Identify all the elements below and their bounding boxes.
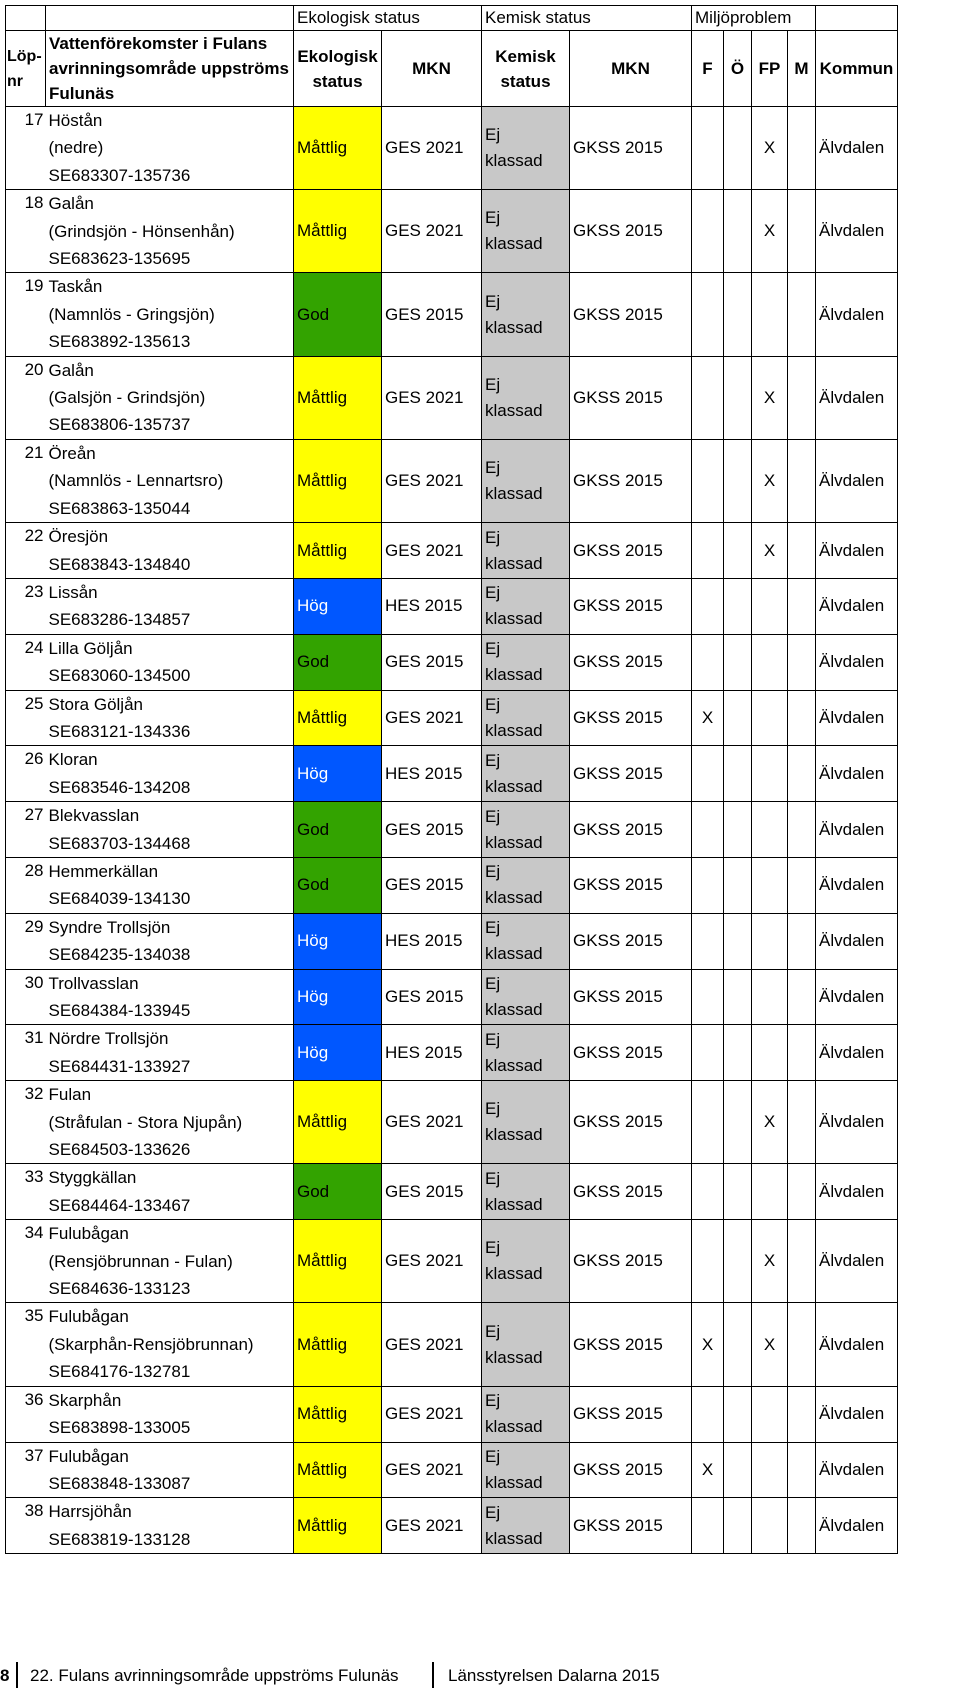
problem-o xyxy=(724,1303,752,1386)
water-body-name: Taskån (Namnlös - Gringsjön) SE683892-135613 xyxy=(46,273,294,356)
table-row xyxy=(6,1303,898,1386)
chem-status: Ej klassad xyxy=(482,273,570,356)
problem-f: X xyxy=(692,690,724,746)
water-body-name: Galån (Galsjön - Grindsjön) SE683806-135737 xyxy=(46,356,294,439)
table-row xyxy=(6,356,898,439)
table-row xyxy=(6,634,898,690)
table-row xyxy=(6,1164,898,1220)
eco-status: Måttlig xyxy=(294,439,382,522)
problem-f xyxy=(692,523,724,579)
chem-status: Ej klassad xyxy=(482,969,570,1025)
problem-o xyxy=(724,190,752,273)
page-number: 8 xyxy=(0,1666,10,1685)
problem-m xyxy=(788,107,816,190)
problem-f xyxy=(692,1498,724,1554)
eco-mkn: GES 2021 xyxy=(382,439,482,522)
problem-fp: X xyxy=(752,356,788,439)
eco-mkn: HES 2015 xyxy=(382,746,482,802)
row-number: 34 xyxy=(6,1220,46,1303)
table-row xyxy=(6,523,898,579)
water-body-name: Stora Göljån SE683121-134336 xyxy=(46,690,294,746)
eco-status: Hög xyxy=(294,1025,382,1081)
eco-mkn: GES 2021 xyxy=(382,1386,482,1442)
group-kemisk: Kemisk status xyxy=(482,6,692,31)
chem-status: Ej klassad xyxy=(482,746,570,802)
problem-o xyxy=(724,578,752,634)
eco-mkn: GES 2021 xyxy=(382,1081,482,1164)
water-body-name: Höstån (nedre) SE683307-135736 xyxy=(46,107,294,190)
chem-mkn: GKSS 2015 xyxy=(570,1164,692,1220)
problem-m xyxy=(788,1220,816,1303)
problem-m xyxy=(788,1386,816,1442)
eco-status: Måttlig xyxy=(294,1386,382,1442)
row-number: 38 xyxy=(6,1498,46,1554)
header-m: M xyxy=(788,31,816,107)
table-row xyxy=(6,1442,898,1498)
problem-fp: X xyxy=(752,439,788,522)
municipality: Älvdalen xyxy=(816,1303,898,1386)
water-body-name: Blekvasslan SE683703-134468 xyxy=(46,802,294,858)
problem-o xyxy=(724,356,752,439)
table-row xyxy=(6,1498,898,1554)
problem-fp xyxy=(752,969,788,1025)
problem-fp: X xyxy=(752,1081,788,1164)
problem-fp: X xyxy=(752,1303,788,1386)
problem-o xyxy=(724,1164,752,1220)
eco-status: Måttlig xyxy=(294,1081,382,1164)
problem-m xyxy=(788,1303,816,1386)
problem-o xyxy=(724,1442,752,1498)
problem-fp: X xyxy=(752,523,788,579)
water-body-name: Trollvasslan SE684384-133945 xyxy=(46,969,294,1025)
row-number: 22 xyxy=(6,523,46,579)
chem-mkn: GKSS 2015 xyxy=(570,1386,692,1442)
header-eko-mkn: MKN xyxy=(382,31,482,107)
eco-mkn: GES 2015 xyxy=(382,857,482,913)
eco-status: Måttlig xyxy=(294,356,382,439)
chem-status: Ej klassad xyxy=(482,107,570,190)
problem-o xyxy=(724,634,752,690)
problem-m xyxy=(788,690,816,746)
eco-status: Måttlig xyxy=(294,1442,382,1498)
eco-status: Måttlig xyxy=(294,1220,382,1303)
eco-status: Måttlig xyxy=(294,1498,382,1554)
municipality: Älvdalen xyxy=(816,746,898,802)
chem-status: Ej klassad xyxy=(482,802,570,858)
problem-m xyxy=(788,578,816,634)
row-number: 31 xyxy=(6,1025,46,1081)
problem-fp: X xyxy=(752,190,788,273)
eco-mkn: GES 2021 xyxy=(382,523,482,579)
problem-o xyxy=(724,439,752,522)
problem-m xyxy=(788,1081,816,1164)
table-row xyxy=(6,1220,898,1303)
chem-mkn: GKSS 2015 xyxy=(570,913,692,969)
problem-m xyxy=(788,746,816,802)
chem-status: Ej klassad xyxy=(482,1386,570,1442)
water-status-table xyxy=(5,5,898,1554)
chem-mkn: GKSS 2015 xyxy=(570,969,692,1025)
chem-status: Ej klassad xyxy=(482,190,570,273)
chem-mkn: GKSS 2015 xyxy=(570,190,692,273)
problem-f xyxy=(692,1025,724,1081)
chem-status: Ej klassad xyxy=(482,1081,570,1164)
municipality: Älvdalen xyxy=(816,523,898,579)
water-body-name: Öresjön SE683843-134840 xyxy=(46,523,294,579)
row-number: 25 xyxy=(6,690,46,746)
row-number: 19 xyxy=(6,273,46,356)
problem-fp xyxy=(752,1442,788,1498)
problem-f xyxy=(692,634,724,690)
problem-m xyxy=(788,802,816,858)
chem-status: Ej klassad xyxy=(482,1220,570,1303)
problem-fp xyxy=(752,746,788,802)
row-number: 23 xyxy=(6,578,46,634)
footer-divider xyxy=(432,1662,434,1688)
chem-mkn: GKSS 2015 xyxy=(570,1442,692,1498)
problem-o xyxy=(724,1025,752,1081)
water-body-name: Kloran SE683546-134208 xyxy=(46,746,294,802)
problem-f xyxy=(692,913,724,969)
eco-mkn: GES 2021 xyxy=(382,1220,482,1303)
chem-mkn: GKSS 2015 xyxy=(570,1220,692,1303)
municipality: Älvdalen xyxy=(816,439,898,522)
problem-o xyxy=(724,690,752,746)
eco-status: God xyxy=(294,802,382,858)
footer-divider xyxy=(16,1662,18,1688)
problem-o xyxy=(724,802,752,858)
problem-fp xyxy=(752,578,788,634)
eco-status: Hög xyxy=(294,578,382,634)
problem-o xyxy=(724,857,752,913)
eco-status: Hög xyxy=(294,969,382,1025)
group-miljoproblem: Miljöproblem xyxy=(692,6,816,31)
problem-m xyxy=(788,273,816,356)
problem-fp xyxy=(752,913,788,969)
chem-mkn: GKSS 2015 xyxy=(570,857,692,913)
header-o: Ö xyxy=(724,31,752,107)
problem-f xyxy=(692,969,724,1025)
water-body-name: Nördre Trollsjön SE684431-133927 xyxy=(46,1025,294,1081)
table-row xyxy=(6,969,898,1025)
problem-o xyxy=(724,969,752,1025)
chem-mkn: GKSS 2015 xyxy=(570,1025,692,1081)
problem-m xyxy=(788,857,816,913)
chem-mkn: GKSS 2015 xyxy=(570,439,692,522)
row-number: 21 xyxy=(6,439,46,522)
problem-f xyxy=(692,1386,724,1442)
table-row xyxy=(6,273,898,356)
municipality: Älvdalen xyxy=(816,273,898,356)
header-f: F xyxy=(692,31,724,107)
chem-status: Ej klassad xyxy=(482,690,570,746)
eco-mkn: GES 2015 xyxy=(382,634,482,690)
problem-m xyxy=(788,1442,816,1498)
eco-mkn: GES 2021 xyxy=(382,1442,482,1498)
header-lopnr: Löp-nr xyxy=(6,31,46,107)
eco-status: Måttlig xyxy=(294,523,382,579)
chem-mkn: GKSS 2015 xyxy=(570,107,692,190)
eco-status: God xyxy=(294,1164,382,1220)
eco-status: Hög xyxy=(294,746,382,802)
row-number: 20 xyxy=(6,356,46,439)
eco-mkn: GES 2015 xyxy=(382,273,482,356)
water-body-name: Styggkällan SE684464-133467 xyxy=(46,1164,294,1220)
water-body-name: Syndre Trollsjön SE684235-134038 xyxy=(46,913,294,969)
municipality: Älvdalen xyxy=(816,1386,898,1442)
chem-mkn: GKSS 2015 xyxy=(570,1081,692,1164)
problem-fp xyxy=(752,690,788,746)
problem-o xyxy=(724,1386,752,1442)
row-number: 29 xyxy=(6,913,46,969)
water-body-name: Hemmerkällan SE684039-134130 xyxy=(46,857,294,913)
chem-status: Ej klassad xyxy=(482,1025,570,1081)
municipality: Älvdalen xyxy=(816,1442,898,1498)
eco-mkn: GES 2021 xyxy=(382,690,482,746)
problem-f xyxy=(692,857,724,913)
problem-f xyxy=(692,190,724,273)
chem-mkn: GKSS 2015 xyxy=(570,1498,692,1554)
row-number: 24 xyxy=(6,634,46,690)
table-row xyxy=(6,1081,898,1164)
eco-status: Hög xyxy=(294,913,382,969)
eco-mkn: GES 2015 xyxy=(382,1164,482,1220)
row-number: 28 xyxy=(6,857,46,913)
row-number: 33 xyxy=(6,1164,46,1220)
chem-mkn: GKSS 2015 xyxy=(570,578,692,634)
group-ekologisk: Ekologisk status xyxy=(294,6,482,31)
problem-fp xyxy=(752,1498,788,1554)
chem-mkn: GKSS 2015 xyxy=(570,523,692,579)
problem-m xyxy=(788,1025,816,1081)
water-body-name: Galån (Grindsjön - Hönsenhån) SE683623-135695 xyxy=(46,190,294,273)
chem-status: Ej klassad xyxy=(482,523,570,579)
row-number: 35 xyxy=(6,1303,46,1386)
chem-status: Ej klassad xyxy=(482,857,570,913)
problem-fp xyxy=(752,1164,788,1220)
row-number: 32 xyxy=(6,1081,46,1164)
municipality: Älvdalen xyxy=(816,578,898,634)
footer-title: 22. Fulans avrinningsområde uppströms Fulunäs xyxy=(30,1666,399,1685)
chem-status: Ej klassad xyxy=(482,634,570,690)
table-row xyxy=(6,1025,898,1081)
chem-mkn: GKSS 2015 xyxy=(570,690,692,746)
table-row xyxy=(6,107,898,190)
problem-o xyxy=(724,913,752,969)
table-row xyxy=(6,746,898,802)
problem-f xyxy=(692,273,724,356)
problem-f xyxy=(692,1220,724,1303)
eco-mkn: GES 2021 xyxy=(382,1303,482,1386)
row-number: 37 xyxy=(6,1442,46,1498)
chem-mkn: GKSS 2015 xyxy=(570,1303,692,1386)
problem-fp xyxy=(752,1386,788,1442)
chem-status: Ej klassad xyxy=(482,356,570,439)
eco-status: Måttlig xyxy=(294,690,382,746)
eco-status: God xyxy=(294,634,382,690)
municipality: Älvdalen xyxy=(816,356,898,439)
table-body xyxy=(6,107,898,1554)
table-row xyxy=(6,578,898,634)
municipality: Älvdalen xyxy=(816,1498,898,1554)
problem-fp xyxy=(752,273,788,356)
row-number: 27 xyxy=(6,802,46,858)
problem-fp xyxy=(752,634,788,690)
problem-o xyxy=(724,1498,752,1554)
row-number: 30 xyxy=(6,969,46,1025)
water-body-name: Fulan (Stråfulan - Stora Njupån) SE684503-133626 xyxy=(46,1081,294,1164)
eco-mkn: GES 2021 xyxy=(382,190,482,273)
municipality: Älvdalen xyxy=(816,913,898,969)
problem-f xyxy=(692,107,724,190)
problem-f xyxy=(692,578,724,634)
chem-status: Ej klassad xyxy=(482,439,570,522)
problem-f xyxy=(692,439,724,522)
water-body-name: Fulubågan SE683848-133087 xyxy=(46,1442,294,1498)
row-number: 36 xyxy=(6,1386,46,1442)
problem-m xyxy=(788,523,816,579)
chem-mkn: GKSS 2015 xyxy=(570,356,692,439)
municipality: Älvdalen xyxy=(816,634,898,690)
eco-status: God xyxy=(294,857,382,913)
problem-m xyxy=(788,190,816,273)
problem-fp: X xyxy=(752,107,788,190)
problem-fp: X xyxy=(752,1220,788,1303)
table-row xyxy=(6,439,898,522)
header-eko-status: Ekologisk status xyxy=(294,31,382,107)
row-number: 18 xyxy=(6,190,46,273)
eco-mkn: GES 2021 xyxy=(382,1498,482,1554)
problem-fp xyxy=(752,857,788,913)
header-name: Vattenförekomster i Fulans avrinningsområde uppströms Fulunäs xyxy=(46,31,294,107)
problem-f xyxy=(692,802,724,858)
problem-o xyxy=(724,273,752,356)
header-fp: FP xyxy=(752,31,788,107)
row-number: 17 xyxy=(6,107,46,190)
problem-m xyxy=(788,913,816,969)
problem-f xyxy=(692,746,724,802)
table-row xyxy=(6,1386,898,1442)
problem-m xyxy=(788,356,816,439)
table-row xyxy=(6,190,898,273)
problem-f xyxy=(692,1164,724,1220)
header-kommun: Kommun xyxy=(816,31,898,107)
eco-mkn: HES 2015 xyxy=(382,913,482,969)
municipality: Älvdalen xyxy=(816,857,898,913)
water-body-name: Harrsjöhån SE683819-133128 xyxy=(46,1498,294,1554)
problem-m xyxy=(788,439,816,522)
problem-m xyxy=(788,1498,816,1554)
municipality: Älvdalen xyxy=(816,190,898,273)
problem-f xyxy=(692,1081,724,1164)
problem-m xyxy=(788,634,816,690)
row-number: 26 xyxy=(6,746,46,802)
water-body-name: Lissån SE683286-134857 xyxy=(46,578,294,634)
problem-o xyxy=(724,107,752,190)
eco-mkn: GES 2015 xyxy=(382,969,482,1025)
table-row xyxy=(6,857,898,913)
eco-status: God xyxy=(294,273,382,356)
eco-mkn: GES 2021 xyxy=(382,356,482,439)
municipality: Älvdalen xyxy=(816,1025,898,1081)
problem-m xyxy=(788,1164,816,1220)
chem-mkn: GKSS 2015 xyxy=(570,273,692,356)
footer-org: Länsstyrelsen Dalarna 2015 xyxy=(448,1666,660,1685)
problem-f xyxy=(692,356,724,439)
chem-status: Ej klassad xyxy=(482,578,570,634)
chem-status: Ej klassad xyxy=(482,1442,570,1498)
eco-status: Måttlig xyxy=(294,1303,382,1386)
column-header-row xyxy=(6,31,898,107)
problem-o xyxy=(724,1220,752,1303)
table-row xyxy=(6,690,898,746)
water-body-name: Fulubågan (Rensjöbrunnan - Fulan) SE684636-133123 xyxy=(46,1220,294,1303)
problem-o xyxy=(724,1081,752,1164)
municipality: Älvdalen xyxy=(816,802,898,858)
chem-status: Ej klassad xyxy=(482,1303,570,1386)
problem-f: X xyxy=(692,1442,724,1498)
water-body-name: Öreån (Namnlös - Lennartsro) SE683863-135044 xyxy=(46,439,294,522)
water-body-name: Fulubågan (Skarphån-Rensjöbrunnan) SE684176-132781 xyxy=(46,1303,294,1386)
problem-fp xyxy=(752,802,788,858)
group-header-row xyxy=(6,6,898,31)
problem-m xyxy=(788,969,816,1025)
chem-mkn: GKSS 2015 xyxy=(570,634,692,690)
eco-mkn: GES 2015 xyxy=(382,802,482,858)
eco-mkn: HES 2015 xyxy=(382,578,482,634)
chem-status: Ej klassad xyxy=(482,1498,570,1554)
municipality: Älvdalen xyxy=(816,107,898,190)
municipality: Älvdalen xyxy=(816,690,898,746)
eco-mkn: HES 2015 xyxy=(382,1025,482,1081)
municipality: Älvdalen xyxy=(816,1220,898,1303)
problem-o xyxy=(724,746,752,802)
chem-status: Ej klassad xyxy=(482,913,570,969)
header-kem-status: Kemisk status xyxy=(482,31,570,107)
problem-o xyxy=(724,523,752,579)
problem-f: X xyxy=(692,1303,724,1386)
municipality: Älvdalen xyxy=(816,1081,898,1164)
municipality: Älvdalen xyxy=(816,1164,898,1220)
chem-mkn: GKSS 2015 xyxy=(570,802,692,858)
header-kem-mkn: MKN xyxy=(570,31,692,107)
water-body-name: Skarphån SE683898-133005 xyxy=(46,1386,294,1442)
eco-status: Måttlig xyxy=(294,107,382,190)
table-row xyxy=(6,913,898,969)
chem-mkn: GKSS 2015 xyxy=(570,746,692,802)
table-row xyxy=(6,802,898,858)
eco-status: Måttlig xyxy=(294,190,382,273)
problem-fp xyxy=(752,1025,788,1081)
municipality: Älvdalen xyxy=(816,969,898,1025)
eco-mkn: GES 2021 xyxy=(382,107,482,190)
chem-status: Ej klassad xyxy=(482,1164,570,1220)
water-body-name: Lilla Göljån SE683060-134500 xyxy=(46,634,294,690)
